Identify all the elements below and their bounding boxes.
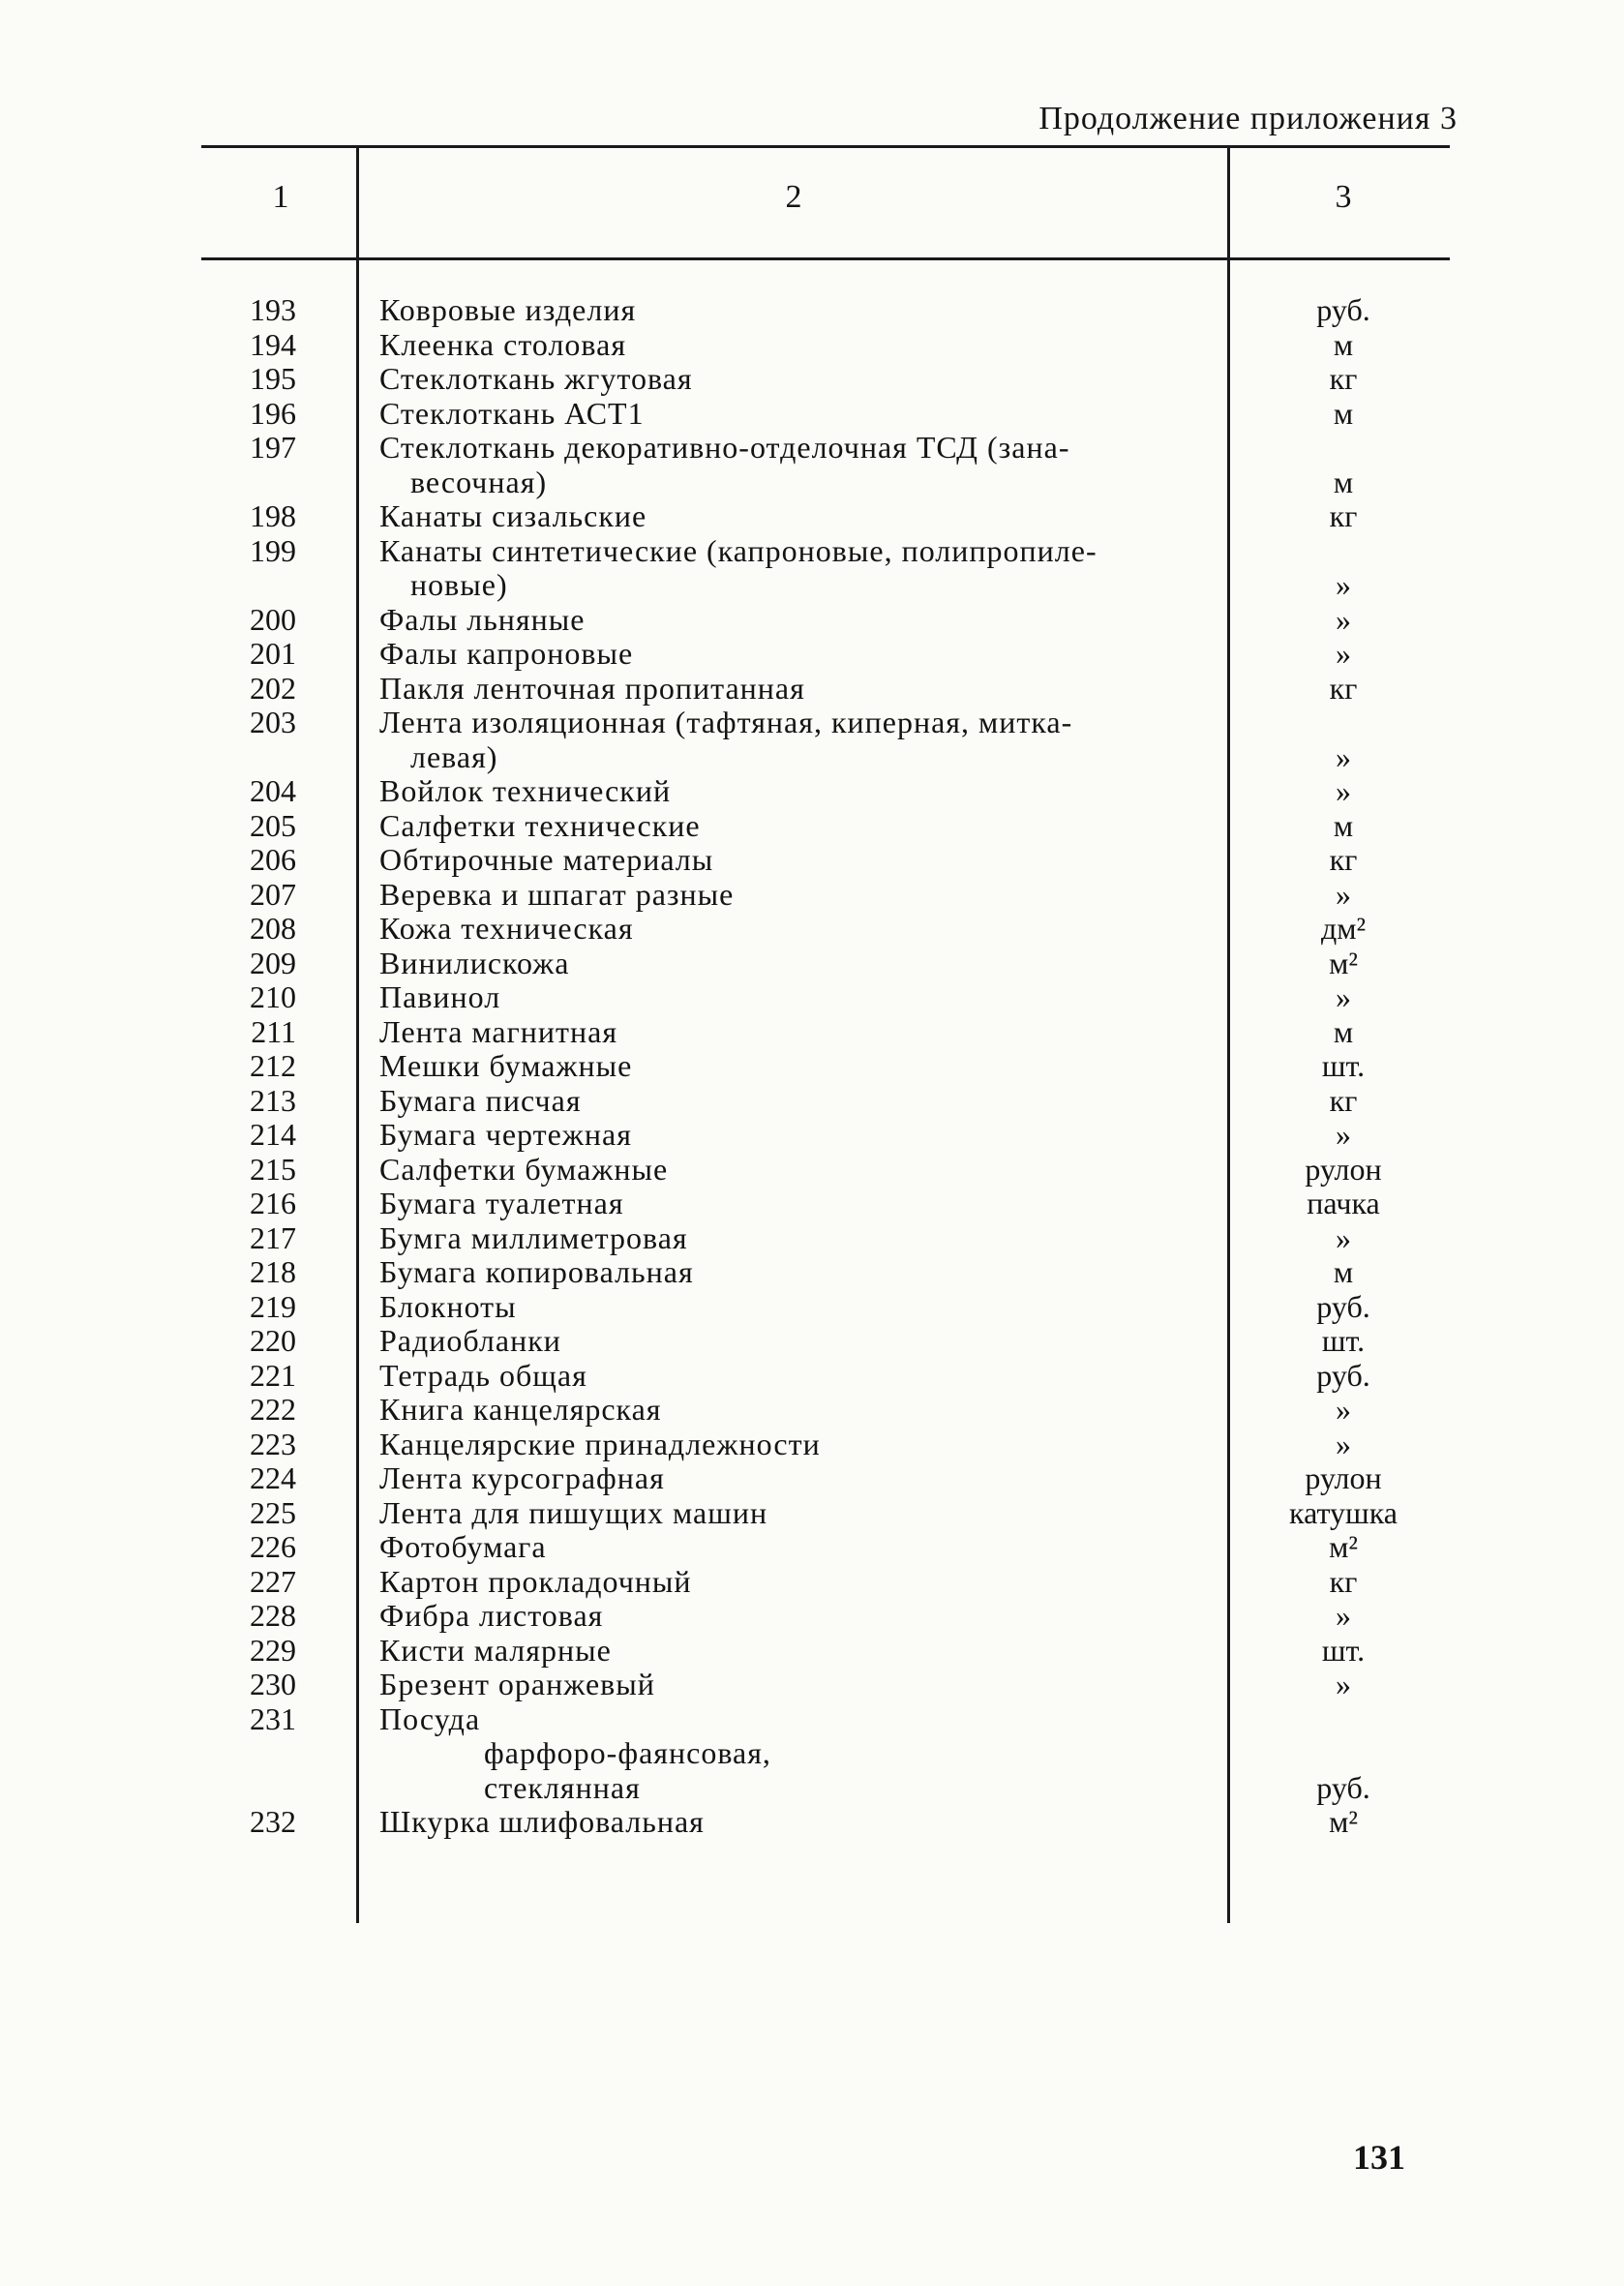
row-name: Пакля ленточная пропитанная: [379, 670, 805, 706]
row-name-cell: [379, 603, 1231, 638]
table-row: [0, 672, 1624, 707]
row-name: Блокноты: [379, 1288, 517, 1324]
row-unit: катушка: [1289, 1494, 1398, 1530]
table-row: [0, 1290, 1624, 1325]
row-number: 195: [250, 361, 296, 396]
row-unit: кг: [1329, 361, 1358, 396]
row-name: Бумга миллиметровая: [379, 1219, 688, 1255]
row-name-cell: [379, 1805, 1231, 1840]
table-row: [0, 1393, 1624, 1428]
row-name: Картон прокладочный: [379, 1563, 692, 1599]
row-number: 200: [250, 601, 296, 637]
table-row: [0, 706, 1624, 774]
row-number: 226: [250, 1529, 296, 1564]
row-unit: м: [1333, 807, 1354, 843]
row-unit: руб.: [1316, 292, 1370, 327]
table-caption: Продолжение приложения 3: [1038, 101, 1458, 136]
table-row: [0, 774, 1624, 809]
row-name: Салфетки бумажные: [379, 1151, 669, 1187]
row-number: 203: [250, 705, 296, 739]
row-unit: »: [1336, 1117, 1351, 1152]
row-unit: руб.: [1316, 1288, 1370, 1324]
row-number: 221: [250, 1357, 296, 1393]
table-row: [0, 809, 1624, 844]
row-name-cell: [379, 809, 1231, 844]
row-name-cell: [379, 774, 1231, 809]
row-name-cell: [379, 499, 1231, 534]
table-row: [0, 1015, 1624, 1050]
row-unit: »: [1336, 567, 1351, 602]
row-name-subline: стеклянная: [484, 1769, 641, 1805]
row-number: 196: [250, 395, 296, 431]
row-unit: рулон: [1305, 1460, 1382, 1495]
row-number: 211: [251, 1013, 296, 1049]
row-number: 208: [250, 911, 296, 946]
row-name: Лента для пишущих машин: [379, 1494, 768, 1530]
row-name-cell: [379, 534, 1231, 603]
row-name-cell: [379, 1634, 1231, 1669]
row-name: Кисти малярные: [379, 1632, 612, 1668]
row-name-cell: [379, 431, 1231, 499]
table-row: [0, 980, 1624, 1015]
header-bottom-rule: [201, 257, 1450, 260]
row-name: Книга канцелярская: [379, 1392, 662, 1427]
row-unit: »: [1336, 979, 1351, 1014]
row-name: Фалы льняные: [379, 601, 586, 637]
row-number: 232: [250, 1804, 296, 1839]
row-unit: м: [1333, 395, 1354, 431]
row-name: Стеклоткань жгутовая: [379, 361, 693, 396]
table-row: [0, 1187, 1624, 1221]
row-number: 204: [250, 773, 296, 808]
row-name: Канаты сизальские: [379, 498, 647, 533]
table-row: [0, 328, 1624, 363]
row-name-cell: [379, 293, 1231, 328]
table-row: [0, 1084, 1624, 1119]
row-name-cell: [379, 1153, 1231, 1188]
row-name-cell: [379, 1702, 1231, 1806]
row-number: 218: [250, 1254, 296, 1289]
table-row: [0, 1324, 1624, 1359]
table-row: [0, 1634, 1624, 1669]
row-name-cell: [379, 672, 1231, 707]
row-name: Тетрадь общая: [379, 1357, 587, 1393]
row-unit: рулон: [1305, 1151, 1382, 1187]
row-unit: м: [1333, 1013, 1354, 1049]
row-number: 197: [250, 430, 296, 465]
row-name-cell: [379, 1187, 1231, 1221]
row-name: Лента изоляционная (тафтяная, киперная, митка-: [379, 705, 1073, 739]
row-name-continuation: левая): [410, 738, 498, 774]
column-header-1: 1: [272, 179, 289, 215]
row-unit: руб.: [1316, 1769, 1370, 1805]
row-number: 227: [250, 1563, 296, 1599]
row-number: 220: [250, 1323, 296, 1358]
row-number: 230: [250, 1667, 296, 1701]
table-row: [0, 397, 1624, 432]
column-header-2: 2: [785, 179, 802, 215]
row-number: 209: [250, 945, 296, 980]
row-name-continuation: весочная): [410, 464, 548, 499]
row-name: Клеенка столовая: [379, 326, 627, 362]
row-name: Ковровые изделия: [379, 292, 637, 327]
row-number: 224: [250, 1460, 296, 1495]
row-name: Посуда: [379, 1700, 481, 1736]
row-unit: »: [1336, 1426, 1351, 1461]
row-name-cell: [379, 1324, 1231, 1359]
table-row: [0, 843, 1624, 878]
row-unit: пачка: [1307, 1186, 1380, 1220]
row-unit: »: [1336, 636, 1351, 671]
page-number: 131: [1353, 2138, 1405, 2177]
row-number: 215: [250, 1151, 296, 1187]
row-unit: кг: [1329, 1082, 1358, 1118]
row-name: Бумага туалетная: [379, 1186, 624, 1220]
table-body: [0, 293, 1624, 1840]
row-name: Фотобумага: [379, 1529, 547, 1564]
row-name-cell: [379, 706, 1231, 774]
row-unit: м²: [1329, 1529, 1358, 1564]
row-number: 194: [250, 326, 296, 362]
row-number: 217: [250, 1219, 296, 1255]
row-name-cell: [379, 1461, 1231, 1496]
row-unit: шт.: [1321, 1048, 1366, 1083]
row-name: Бумага писчая: [379, 1082, 582, 1118]
row-number: 219: [250, 1288, 296, 1324]
row-name: Войлок технический: [379, 773, 672, 808]
row-name: Канцелярские принадлежности: [379, 1426, 821, 1461]
table-row: [0, 1221, 1624, 1256]
row-unit: »: [1336, 601, 1351, 637]
row-name-cell: [379, 1599, 1231, 1634]
row-name-cell: [379, 328, 1231, 363]
table-row: [0, 1118, 1624, 1153]
row-unit: »: [1336, 876, 1351, 912]
row-name: Канаты синтетические (капроновые, полипропиле-: [379, 532, 1098, 568]
row-name-cell: [379, 1530, 1231, 1565]
row-name: Лента магнитная: [379, 1013, 618, 1049]
row-unit: м²: [1329, 1804, 1358, 1839]
row-unit: м: [1333, 326, 1354, 362]
row-name-cell: [379, 1255, 1231, 1290]
row-number: 210: [250, 979, 296, 1014]
table-row: [0, 1530, 1624, 1565]
row-unit: шт.: [1321, 1323, 1366, 1358]
row-name-cell: [379, 1359, 1231, 1394]
row-number: 214: [250, 1117, 296, 1152]
row-number: 229: [250, 1632, 296, 1668]
row-name-cell: [379, 1668, 1231, 1702]
table-row: [0, 1702, 1624, 1806]
table-row: [0, 603, 1624, 638]
row-name-cell: [379, 637, 1231, 672]
row-name-cell: [379, 1393, 1231, 1428]
row-name-cell: [379, 1118, 1231, 1153]
table-row: [0, 499, 1624, 534]
row-unit: м: [1333, 1254, 1354, 1289]
table-row: [0, 1428, 1624, 1462]
row-name-cell: [379, 1290, 1231, 1325]
row-name-continuation: новые): [410, 567, 508, 602]
table-row: [0, 293, 1624, 328]
table-row: [0, 1805, 1624, 1840]
row-name-cell: [379, 397, 1231, 432]
row-name: Обтирочные материалы: [379, 842, 714, 877]
table-row: [0, 362, 1624, 397]
row-unit: кг: [1329, 498, 1358, 533]
row-name: Шкурка шлифовальная: [379, 1804, 705, 1839]
row-name-cell: [379, 1049, 1231, 1084]
row-unit: м: [1333, 464, 1354, 499]
row-number: 201: [250, 636, 296, 671]
row-number: 193: [250, 292, 296, 327]
table-top-rule: [201, 145, 1450, 148]
row-name: Брезент оранжевый: [379, 1667, 655, 1701]
table-row: [0, 912, 1624, 947]
row-name: Стеклоткань декоративно-отделочная ТСД (зана-: [379, 430, 1070, 465]
row-name-cell: [379, 843, 1231, 878]
row-number: 212: [250, 1048, 296, 1083]
table-row: [0, 1359, 1624, 1394]
row-number: 205: [250, 807, 296, 843]
row-name-cell: [379, 362, 1231, 397]
row-unit: »: [1336, 1392, 1351, 1427]
row-number: 206: [250, 842, 296, 877]
row-name: Винилискожа: [379, 945, 570, 980]
table-row: [0, 1461, 1624, 1496]
row-number: 223: [250, 1426, 296, 1461]
row-unit: »: [1336, 1598, 1351, 1633]
row-name-cell: [379, 947, 1231, 981]
row-unit: м²: [1329, 945, 1358, 980]
row-name-cell: [379, 912, 1231, 947]
row-name-cell: [379, 1084, 1231, 1119]
row-unit: кг: [1329, 1563, 1358, 1599]
row-unit: руб.: [1316, 1357, 1370, 1393]
row-name-cell: [379, 1015, 1231, 1050]
table-row: [0, 1049, 1624, 1084]
table-row: [0, 1496, 1624, 1531]
row-number: 231: [250, 1700, 296, 1736]
row-name: Мешки бумажные: [379, 1048, 633, 1083]
table-row: [0, 534, 1624, 603]
row-number: 199: [250, 532, 296, 568]
row-name: Лента курсографная: [379, 1460, 665, 1495]
row-name-cell: [379, 1428, 1231, 1462]
row-name: Бумага копировальная: [379, 1254, 694, 1289]
row-name-subline: фарфоро-фаянсовая,: [484, 1735, 771, 1770]
table-row: [0, 1565, 1624, 1600]
row-number: 222: [250, 1392, 296, 1427]
row-unit: »: [1336, 1667, 1351, 1701]
row-number: 202: [250, 670, 296, 706]
row-unit: шт.: [1321, 1632, 1366, 1668]
row-name: Стеклоткань АСТ1: [379, 395, 645, 431]
row-name: Павинол: [379, 979, 501, 1014]
row-name: Кожа техническая: [379, 911, 634, 946]
row-name: Фалы капроновые: [379, 636, 634, 671]
row-number: 228: [250, 1598, 296, 1633]
row-unit: »: [1336, 1219, 1351, 1255]
row-name: Салфетки технические: [379, 807, 701, 843]
table-row: [0, 431, 1624, 499]
row-number: 225: [250, 1494, 296, 1530]
row-name-cell: [379, 1565, 1231, 1600]
row-number: 213: [250, 1082, 296, 1118]
row-number: 207: [250, 876, 296, 912]
row-unit: »: [1336, 738, 1351, 774]
row-unit: кг: [1329, 670, 1358, 706]
row-unit: кг: [1329, 842, 1358, 877]
table-row: [0, 1153, 1624, 1188]
table-row: [0, 637, 1624, 672]
row-name-cell: [379, 878, 1231, 913]
table-row: [0, 878, 1624, 913]
row-name-cell: [379, 980, 1231, 1015]
row-name: Фибра листовая: [379, 1598, 604, 1633]
row-unit: »: [1336, 773, 1351, 808]
row-unit: дм²: [1320, 911, 1367, 946]
table-row: [0, 1255, 1624, 1290]
row-name: Веревка и шпагат разные: [379, 876, 735, 912]
row-number: 198: [250, 498, 296, 533]
row-name: Бумага чертежная: [379, 1117, 632, 1152]
row-name-cell: [379, 1221, 1231, 1256]
table-row: [0, 1668, 1624, 1702]
table-row: [0, 1599, 1624, 1634]
row-number: 216: [250, 1186, 296, 1220]
column-header-3: 3: [1335, 179, 1352, 215]
table-row: [0, 947, 1624, 981]
row-name-cell: [379, 1496, 1231, 1531]
row-name: Радиобланки: [379, 1323, 561, 1358]
